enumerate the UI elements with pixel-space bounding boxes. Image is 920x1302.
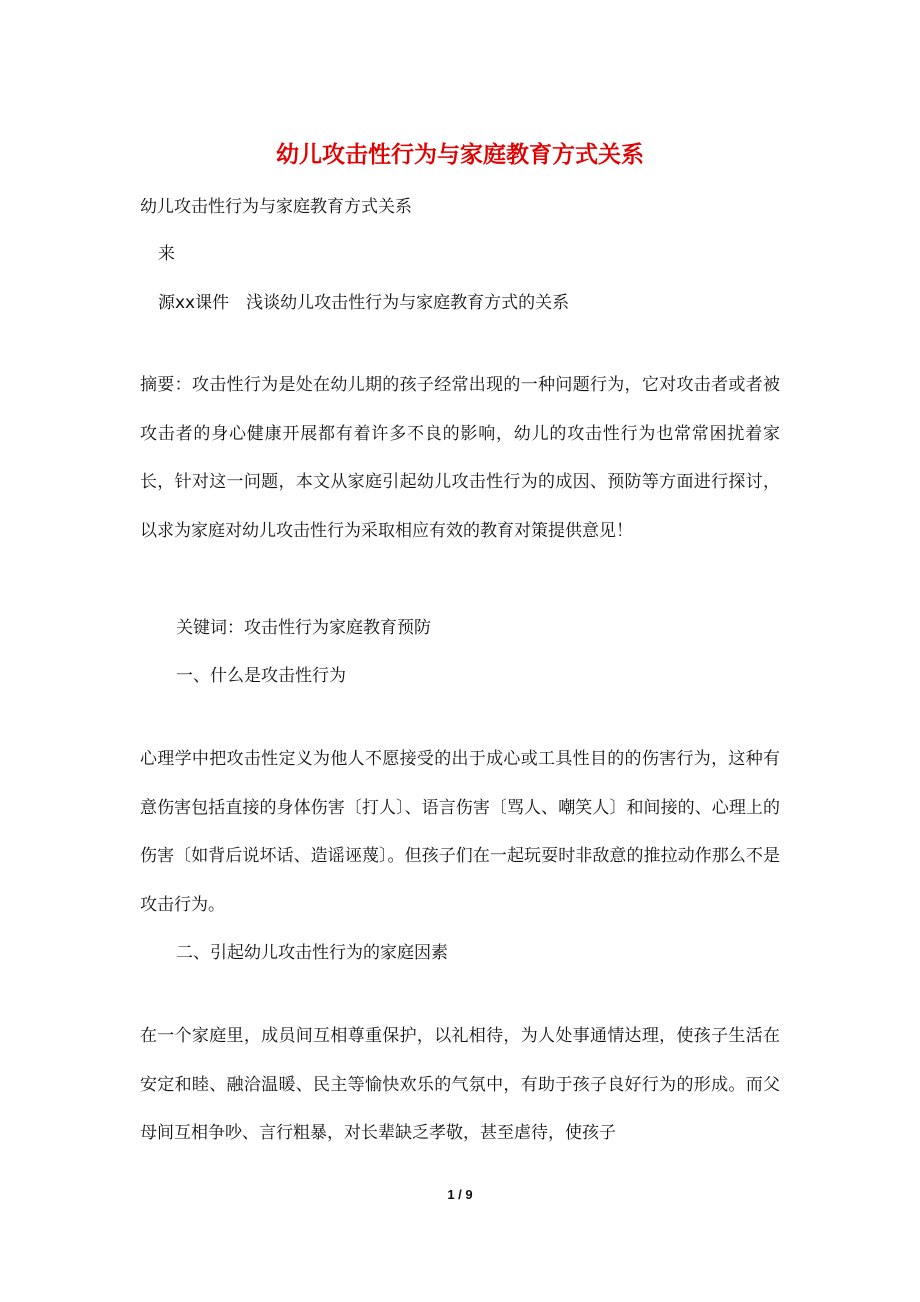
- section-2-heading: 二、引起幼儿攻击性行为的家庭因素: [176, 943, 448, 963]
- abstract-paragraph: 摘要：攻击性行为是处在幼儿期的孩子经常出现的一种问题行为，它对攻击者或者被攻击者的身心健康开展都有着许多不良的影响，幼儿的攻击性行为也常常困扰着家长，针对这一问题，本文从家庭引起幼儿攻击性行为的成因、预防等方面进行探讨，以求为家庭对幼儿攻击性行为采取相应有效的教育对策提供意见！: [140, 375, 780, 541]
- keywords-line: 关键词：攻击性行为家庭教育预防: [176, 618, 431, 638]
- document-subtitle: 幼儿攻击性行为与家庭教育方式关系: [140, 197, 412, 217]
- source-line-2: 源xx课件 浅谈幼儿攻击性行为与家庭教育方式的关系: [158, 293, 570, 313]
- document-title: 幼儿攻击性行为与家庭教育方式关系: [276, 141, 644, 168]
- section-2-body: 在一个家庭里，成员间互相尊重保护，以礼相待，为人处事通情达理，使孩子生活在安定和睦、融洽温暖、民主等愉快欢乐的气氛中，有助于孩子良好行为的形成。而父母间互相争吵、言行粗暴，对长辈缺乏孝敬，甚至虐待，使孩子: [140, 1026, 780, 1143]
- section-1-body: 心理学中把攻击性定义为他人不愿接受的出于成心或工具性目的的伤害行为，这种有意伤害包括直接的身体伤害〔打人〕、语言伤害〔骂人、嘲笑人〕和间接的、心理上的伤害〔如背后说坏话、造谣诬蔑〕。但孩子们在一起玩耍时非敌意的推拉动作那么不是攻击行为。: [140, 749, 780, 915]
- section-1-heading: 一、什么是攻击性行为: [176, 666, 346, 686]
- page-indicator: 1 / 9: [447, 1187, 473, 1202]
- source-line-1: 来: [158, 244, 175, 264]
